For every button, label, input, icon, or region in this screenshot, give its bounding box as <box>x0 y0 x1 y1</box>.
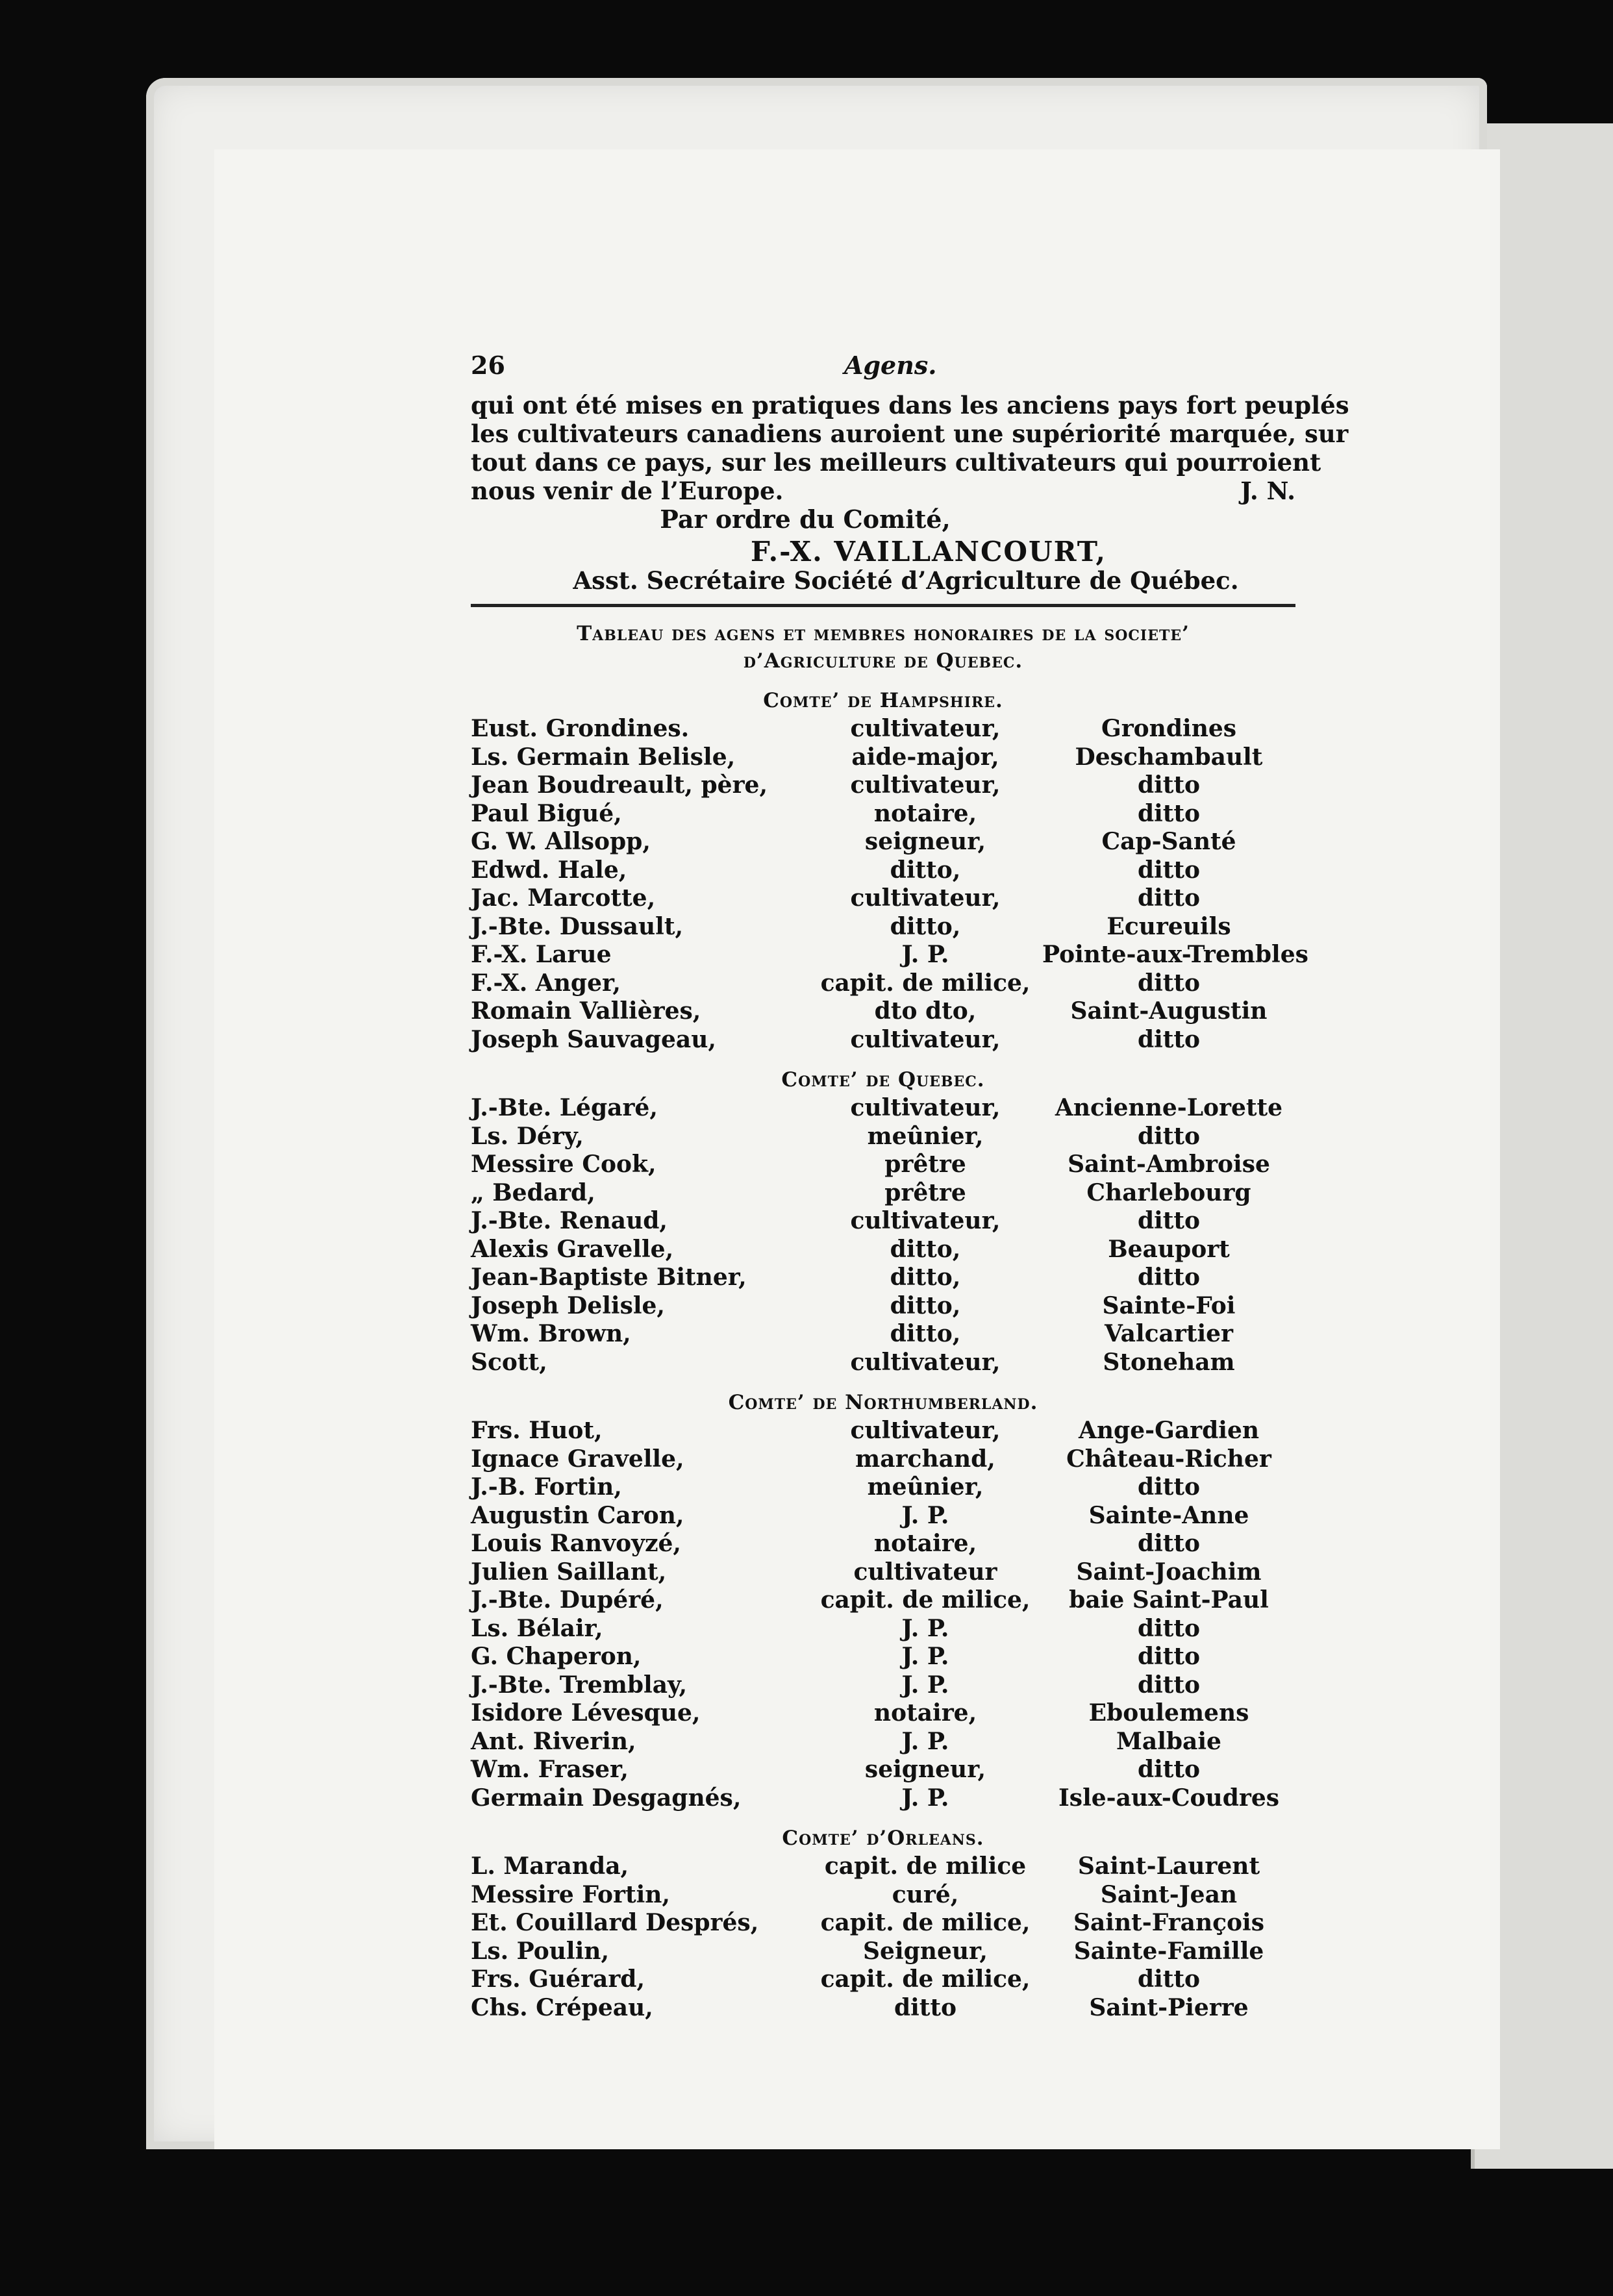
member-name: Frs. Guérard, <box>471 1965 645 1993</box>
member-occupation: cultivateur, <box>850 884 1001 912</box>
author-initials: J. N. <box>1240 477 1295 505</box>
member-row <box>471 828 1295 856</box>
member-name: Ls. Germain Belisle, <box>471 743 736 771</box>
member-row <box>471 1586 1295 1615</box>
member-occupation: prêtre <box>884 1179 966 1206</box>
member-row <box>471 1853 1295 1881</box>
member-place: Ange-Gardien <box>1078 1417 1260 1444</box>
member-row <box>471 1881 1295 1910</box>
member-place: Stoneham <box>1103 1348 1235 1376</box>
member-place: Grondines <box>1101 715 1237 742</box>
member-row <box>471 1530 1295 1558</box>
member-name: Jean-Baptiste Bitner, <box>471 1264 747 1291</box>
member-name: Edwd. Hale, <box>471 856 627 884</box>
member-row <box>471 1756 1295 1784</box>
member-place: Cap-Santé <box>1101 828 1236 855</box>
county-heading: Comte’ d’Orleans. <box>782 1827 984 1850</box>
member-place: Sainte-Famille <box>1073 1937 1264 1965</box>
member-row <box>471 1179 1295 1208</box>
member-occupation: capit. de milice, <box>820 969 1031 997</box>
member-place: ditto <box>1137 771 1201 799</box>
member-place: Ecureuils <box>1107 912 1231 940</box>
member-occupation: prêtre <box>884 1151 966 1178</box>
intro-line: qui ont été mises en pratiques dans les anciens pays fort peuplés <box>471 391 1349 419</box>
member-occupation: capit. de milice <box>824 1853 1027 1880</box>
member-name: J.-Bte. Légaré, <box>471 1094 658 1121</box>
member-name: Jac. Marcotte, <box>471 884 656 912</box>
member-occupation: curé, <box>892 1880 959 1908</box>
member-row <box>471 1909 1295 1938</box>
divider-rule <box>471 604 1295 607</box>
member-name: Louis Ranvoyzé, <box>471 1530 681 1557</box>
member-occupation: ditto <box>894 1993 957 2021</box>
member-occupation: ditto, <box>890 1292 961 1319</box>
by-order-line: Par ordre du Comité, <box>660 505 951 534</box>
intro-last-line <box>471 477 1295 505</box>
running-header <box>471 351 1295 383</box>
member-place: Saint-Pierre <box>1089 1993 1249 2021</box>
member-place: Saint-Jean <box>1100 1880 1238 1908</box>
member-place: ditto <box>1137 1965 1201 1993</box>
member-place: ditto <box>1137 1756 1201 1783</box>
member-name: Ant. Riverin, <box>471 1727 636 1755</box>
member-occupation: meûnier, <box>867 1473 984 1501</box>
county-heading: Comte’ de Hampshire. <box>763 689 1003 712</box>
member-row <box>471 1502 1295 1530</box>
member-place: Isle-aux-Coudres <box>1058 1784 1280 1812</box>
member-name: G. Chaperon, <box>471 1643 642 1670</box>
member-place: Ancienne-Lorette <box>1055 1094 1283 1121</box>
member-occupation: aide-major, <box>851 743 999 771</box>
member-row <box>471 1292 1295 1321</box>
running-title: Agens. <box>844 351 937 380</box>
member-row <box>471 1643 1295 1671</box>
member-name: Augustin Caron, <box>471 1501 684 1529</box>
member-place: ditto <box>1137 1473 1201 1501</box>
member-name: Jean Boudreault, père, <box>471 771 768 799</box>
member-name: Chs. Crépeau, <box>471 1993 653 2021</box>
member-place: Pointe-aux-Trembles <box>1042 941 1308 968</box>
member-occupation: cultivateur, <box>850 1207 1001 1234</box>
page-number: 26 <box>471 351 505 380</box>
member-row <box>471 1026 1295 1054</box>
member-name: Isidore Lévesque, <box>471 1699 701 1727</box>
member-place: ditto <box>1137 1264 1201 1291</box>
member-name: Joseph Sauvageau, <box>471 1025 716 1053</box>
member-place: ditto <box>1137 1643 1201 1670</box>
member-occupation: cultivateur, <box>850 771 1001 799</box>
member-row <box>471 1965 1295 1994</box>
member-occupation: ditto, <box>890 856 961 884</box>
member-row <box>471 1236 1295 1264</box>
member-row <box>471 913 1295 942</box>
member-place: ditto <box>1137 1207 1201 1234</box>
member-row <box>471 969 1295 998</box>
intro-line: nous venir de l’Europe. <box>471 477 784 505</box>
member-row <box>471 1473 1295 1502</box>
member-name: Messire Fortin, <box>471 1880 670 1908</box>
table-title <box>471 620 1295 675</box>
county-heading: Comte’ de Northumberland. <box>728 1391 1038 1414</box>
member-place: ditto <box>1137 1122 1201 1150</box>
intro-line: les cultivateurs canadiens auroient une supériorité marquée, sur <box>471 419 1349 448</box>
member-occupation: meûnier, <box>867 1122 984 1150</box>
member-place: ditto <box>1137 1671 1201 1699</box>
member-occupation: J. P. <box>901 1614 949 1642</box>
member-place: ditto <box>1137 884 1201 912</box>
signatory-title: Asst. Secrétaire Société d’Agriculture de Québec. <box>573 566 1239 595</box>
member-occupation: cultivateur <box>853 1558 997 1586</box>
member-place: Saint-François <box>1073 1909 1264 1936</box>
member-place: Saint-Laurent <box>1077 1853 1260 1880</box>
page-content <box>471 351 1349 2022</box>
member-occupation: capit. de milice, <box>820 1909 1031 1936</box>
member-place: Eboulemens <box>1088 1699 1249 1727</box>
member-name: Ls. Déry, <box>471 1122 584 1150</box>
member-name: Alexis Gravelle, <box>471 1235 674 1263</box>
member-row <box>471 1994 1295 2023</box>
member-place: Charlebourg <box>1086 1179 1251 1206</box>
member-place: Beauport <box>1108 1235 1230 1263</box>
member-row <box>471 1417 1295 1445</box>
member-place: Valcartier <box>1104 1320 1234 1347</box>
member-place: Sainte-Foi <box>1102 1292 1236 1319</box>
county-listing <box>471 686 1308 2022</box>
member-occupation: ditto, <box>890 1264 961 1291</box>
member-row <box>471 1151 1295 1179</box>
member-occupation: notaire, <box>873 799 977 827</box>
member-row <box>471 1349 1295 1377</box>
county-section <box>471 1824 1295 2022</box>
member-name: Et. Couillard Després, <box>471 1909 759 1936</box>
intro-paragraph <box>471 391 1349 505</box>
county-section <box>471 686 1308 1054</box>
member-place: ditto <box>1137 1025 1201 1053</box>
member-row <box>471 941 1308 969</box>
member-name: Ls. Poulin, <box>471 1937 609 1965</box>
member-occupation: J. P. <box>901 1643 949 1670</box>
member-place: Saint-Ambroise <box>1068 1151 1270 1178</box>
signatory-name: F.-X. VAILLANCOURT, <box>750 536 1107 568</box>
county-heading: Comte’ de Quebec. <box>781 1068 985 1092</box>
member-name: Ignace Gravelle, <box>471 1445 684 1473</box>
member-name: J.-Bte. Tremblay, <box>471 1671 688 1699</box>
member-name: Frs. Huot, <box>471 1417 603 1444</box>
member-name: „ Bedard, <box>471 1179 595 1206</box>
member-row <box>471 1784 1295 1813</box>
member-row <box>471 1699 1295 1728</box>
member-occupation: notaire, <box>873 1530 977 1557</box>
member-occupation: cultivateur, <box>850 1348 1001 1376</box>
member-occupation: ditto, <box>890 912 961 940</box>
member-row <box>471 1320 1295 1349</box>
member-place: Saint-Joachim <box>1076 1558 1262 1586</box>
member-occupation: notaire, <box>873 1699 977 1727</box>
member-name: G. W. Allsopp, <box>471 828 651 855</box>
member-row <box>471 1445 1295 1474</box>
member-row <box>471 800 1295 829</box>
member-row <box>471 743 1295 772</box>
member-occupation: cultivateur, <box>850 1025 1001 1053</box>
member-row <box>471 1671 1295 1700</box>
member-occupation: seigneur, <box>864 828 986 855</box>
member-place: baie Saint-Paul <box>1069 1586 1269 1614</box>
table-title-line: Tableau des agens et membres honoraires de la societe’ <box>577 622 1190 645</box>
member-name: L. Maranda, <box>471 1853 629 1880</box>
member-row <box>471 1207 1295 1236</box>
member-occupation: ditto, <box>890 1320 961 1347</box>
member-occupation: capit. de milice, <box>820 1586 1031 1614</box>
member-place: ditto <box>1137 799 1201 827</box>
member-row <box>471 856 1295 885</box>
member-place: Deschambault <box>1075 743 1263 771</box>
member-occupation: J. P. <box>901 1784 949 1812</box>
member-occupation: cultivateur, <box>850 715 1001 742</box>
intro-line: tout dans ce pays, sur les meilleurs cultivateurs qui pourroient <box>471 448 1321 477</box>
member-name: F.-X. Larue <box>471 941 612 968</box>
member-name: J.-Bte. Dussault, <box>471 912 684 940</box>
member-name: J.-Bte. Dupéré, <box>471 1586 664 1614</box>
member-occupation: dto dto, <box>874 997 977 1025</box>
member-occupation: cultivateur, <box>850 1094 1001 1121</box>
member-occupation: J. P. <box>901 1671 949 1699</box>
member-name: Scott, <box>471 1348 547 1376</box>
member-name: Eust. Grondines. <box>471 715 690 742</box>
member-occupation: seigneur, <box>864 1756 986 1783</box>
member-name: Messire Cook, <box>471 1151 656 1178</box>
member-row <box>471 715 1295 743</box>
member-place: Malbaie <box>1116 1727 1221 1755</box>
member-name: Wm. Brown, <box>471 1320 631 1347</box>
member-name: Wm. Fraser, <box>471 1756 629 1783</box>
member-row <box>471 1123 1295 1151</box>
member-row <box>471 1615 1295 1643</box>
member-name: J.-B. Fortin, <box>471 1473 622 1501</box>
county-section <box>471 1388 1295 1812</box>
member-place: ditto <box>1137 1530 1201 1557</box>
member-row <box>471 997 1295 1026</box>
member-place: Château-Richer <box>1066 1445 1271 1473</box>
member-row <box>471 884 1295 913</box>
member-row <box>471 1264 1295 1292</box>
member-place: ditto <box>1137 1614 1201 1642</box>
member-name: Romain Vallières, <box>471 997 701 1025</box>
member-row <box>471 1938 1295 1966</box>
member-occupation: marchand, <box>855 1445 995 1473</box>
member-place: Saint-Augustin <box>1070 997 1268 1025</box>
member-occupation: cultivateur, <box>850 1417 1001 1444</box>
member-occupation: J. P. <box>901 941 949 968</box>
member-occupation: J. P. <box>901 1501 949 1529</box>
member-place: ditto <box>1137 969 1201 997</box>
member-name: J.-Bte. Renaud, <box>471 1207 668 1234</box>
member-name: F.-X. Anger, <box>471 969 621 997</box>
member-row <box>471 1094 1295 1123</box>
member-place: ditto <box>1137 856 1201 884</box>
member-occupation: ditto, <box>890 1235 961 1263</box>
member-place: Sainte-Anne <box>1088 1501 1249 1529</box>
member-name: Joseph Delisle, <box>471 1292 665 1319</box>
table-title-line: d’Agriculture de Quebec. <box>743 649 1023 673</box>
member-occupation: Seigneur, <box>863 1937 988 1965</box>
member-name: Germain Desgagnés, <box>471 1784 742 1812</box>
member-row <box>471 1728 1295 1756</box>
member-name: Julien Saillant, <box>471 1558 667 1586</box>
member-name: Paul Bigué, <box>471 799 622 827</box>
county-section <box>471 1066 1295 1377</box>
member-occupation: capit. de milice, <box>820 1965 1031 1993</box>
member-row <box>471 1558 1295 1587</box>
member-occupation: J. P. <box>901 1727 949 1755</box>
member-name: Ls. Bélair, <box>471 1614 603 1642</box>
member-row <box>471 771 1295 800</box>
